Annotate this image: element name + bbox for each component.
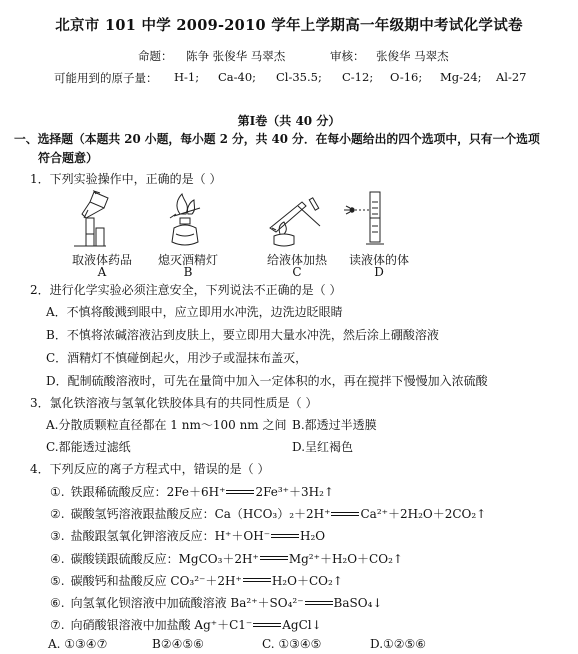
figure-a-pouring-icon <box>72 188 132 250</box>
q4-equation-row <box>50 594 382 611</box>
q4-item-number: ③. <box>50 529 65 544</box>
q4-item-reactants: Ba²⁺＋SO₄²⁻ <box>230 596 304 610</box>
q4-item-reactants: MgCO₃＋2H⁺ <box>178 551 259 566</box>
reviewers-names: 张俊华 马翠杰 <box>376 49 449 63</box>
q4-answer-c: C. ①③④⑤ <box>262 637 322 651</box>
q4-stem: 4．下列反应的离子方程式中，错误的是（ ） <box>30 462 270 476</box>
q4-item-reactants: Ag⁺＋C1⁻ <box>194 618 253 633</box>
q4-answer-b: B②④⑤⑥ <box>152 637 204 651</box>
equals-sign-icon <box>305 600 333 608</box>
q4-item-reactants: 2Fe＋6H⁺ <box>166 485 226 499</box>
q4-item-products: H₂O＋CO₂↑ <box>271 573 343 588</box>
equals-sign-icon <box>243 577 271 585</box>
part1-instructions-line1: 一、选择题（本题共 20 小题，每小题 2 分，共 40 分．在每小题给出的四个选项中，只有一个选项 <box>14 132 540 146</box>
q4-item-description: 盐酸跟氢氧化钾溶液反应： <box>70 529 215 544</box>
equals-sign-icon <box>271 533 299 541</box>
q4-item-products: Mg²⁺＋H₂O＋CO₂↑ <box>288 551 403 566</box>
q4-item-number: ⑦. <box>50 618 65 633</box>
q4-equation-row <box>50 483 334 500</box>
part1-instructions-line2: 符合题意） <box>38 151 99 165</box>
atomic-mass-al: Al-27 <box>496 70 527 84</box>
q4-item-products: Ca²⁺＋2H₂O＋2CO₂↑ <box>360 507 487 522</box>
q4-equation-row <box>50 550 403 567</box>
q4-item-number: ①. <box>50 485 65 499</box>
q4-equation-row <box>50 616 322 633</box>
atomic-masses-label: 可能用到的原子量： <box>54 71 158 85</box>
reviewers-label: 审核： <box>330 49 365 63</box>
atomic-mass-c: C-12; <box>342 70 374 84</box>
q1-option-b-caption: 熄灭酒精灯 <box>157 253 218 267</box>
q2-option-a: A．不慎将酸溅到眼中，应立即用水冲洗，边洗边眨眼睛 <box>46 305 343 319</box>
q4-item-description: 碳酸钙和盐酸反应 <box>70 573 171 588</box>
figure-c-heating-test-tube-icon <box>262 188 328 248</box>
q4-equation-row <box>50 572 343 589</box>
q4-item-number: ④. <box>50 551 65 566</box>
q3-option-a: A.分散质颗粒直径都在 1 nm～100 nm 之间 <box>46 418 287 432</box>
q4-item-products: 2Fe³⁺＋3H₂↑ <box>255 485 334 499</box>
setters-label: 命题： <box>138 49 173 63</box>
exam-title: 北京市 101 中学 2009-2010 学年上学期高一年级期中考试化学试卷 <box>55 17 523 34</box>
q4-item-products: H₂O <box>300 529 326 544</box>
q4-item-description: 碳酸氢钙溶液跟盐酸反应： <box>70 507 215 522</box>
q1-stem: 1．下列实验操作中，正确的是（ ） <box>30 172 222 186</box>
figure-b-alcohol-lamp-icon <box>160 188 210 250</box>
section-title: 第Ⅰ卷（共 40 分） <box>237 114 341 128</box>
q4-item-reactants: Ca（HCO₃）₂＋2H⁺ <box>214 507 331 522</box>
q4-item-number: ⑥. <box>50 596 65 610</box>
q2-stem: 2．进行化学实验必须注意安全，下列说法不正确的是（ ） <box>30 283 342 297</box>
q2-option-d: D．配制硫酸溶液时，可先在量筒中加入一定体积的水，再在搅拌下慢慢加入浓硫酸 <box>46 374 488 388</box>
q4-item-reactants: H⁺＋OH⁻ <box>214 529 271 544</box>
equals-sign-icon <box>331 511 359 519</box>
atomic-mass-ca: Ca-40; <box>218 70 257 84</box>
q4-item-number: ②. <box>50 507 65 522</box>
q1-option-d-caption: 读液体的体 <box>348 253 409 267</box>
q1-option-a-letter: A <box>97 265 107 279</box>
q4-item-number: ⑤. <box>50 573 65 588</box>
equals-sign-icon <box>226 489 254 497</box>
q4-item-description: 向硝酸银溶液中加盐酸 <box>70 618 195 633</box>
q4-answer-d: D.①②⑤⑥ <box>370 637 427 651</box>
q1-option-b-letter: B <box>183 265 193 279</box>
q2-option-c: C．酒精灯不慎碰倒起火，用沙子或湿抹布盖灭， <box>46 351 308 365</box>
atomic-mass-mg: Mg-24; <box>440 70 482 84</box>
setters-names: 陈争 张俊华 马翠杰 <box>186 49 286 63</box>
q4-equation-row <box>50 527 325 544</box>
figure-d-reading-cylinder-icon <box>342 188 392 250</box>
q3-option-c: C.都能透过滤纸 <box>46 440 131 454</box>
equals-sign-icon <box>260 555 288 563</box>
q1-option-a-caption: 取液体药品 <box>71 253 132 267</box>
q1-option-c-caption: 给液体加热 <box>266 253 327 267</box>
q4-item-description: 向氢氧化钡溶液中加硫酸溶液 <box>70 596 231 610</box>
q3-option-d: D.呈红褐色 <box>292 440 354 454</box>
atomic-mass-cl: Cl-35.5; <box>276 70 322 84</box>
q3-stem: 3．氯化铁溶液与氢氧化铁胶体具有的共同性质是（ ） <box>30 396 318 410</box>
q4-item-products: AgCl↓ <box>282 618 322 633</box>
q1-option-d-letter: D <box>374 265 384 279</box>
q4-item-reactants: CO₃²⁻＋2H⁺ <box>170 573 242 588</box>
q3-option-b: B.都透过半透膜 <box>292 418 377 432</box>
q4-item-description: 碳酸镁跟硫酸反应： <box>70 551 179 566</box>
q4-answer-a: A. ①③④⑦ <box>48 637 108 651</box>
atomic-mass-h: H-1; <box>174 70 200 84</box>
atomic-mass-o: O-16; <box>390 70 423 84</box>
q2-option-b: B．不慎将浓碱溶液沾到皮肤上，要立即用大量水冲洗，然后涂上硼酸溶液 <box>46 328 439 342</box>
q4-item-description: 铁跟稀硫酸反应： <box>70 485 167 499</box>
q1-option-c-letter: C <box>292 265 302 279</box>
q4-equation-row <box>50 505 486 522</box>
equals-sign-icon <box>253 622 281 630</box>
q4-item-products: BaSO₄↓ <box>333 596 383 610</box>
